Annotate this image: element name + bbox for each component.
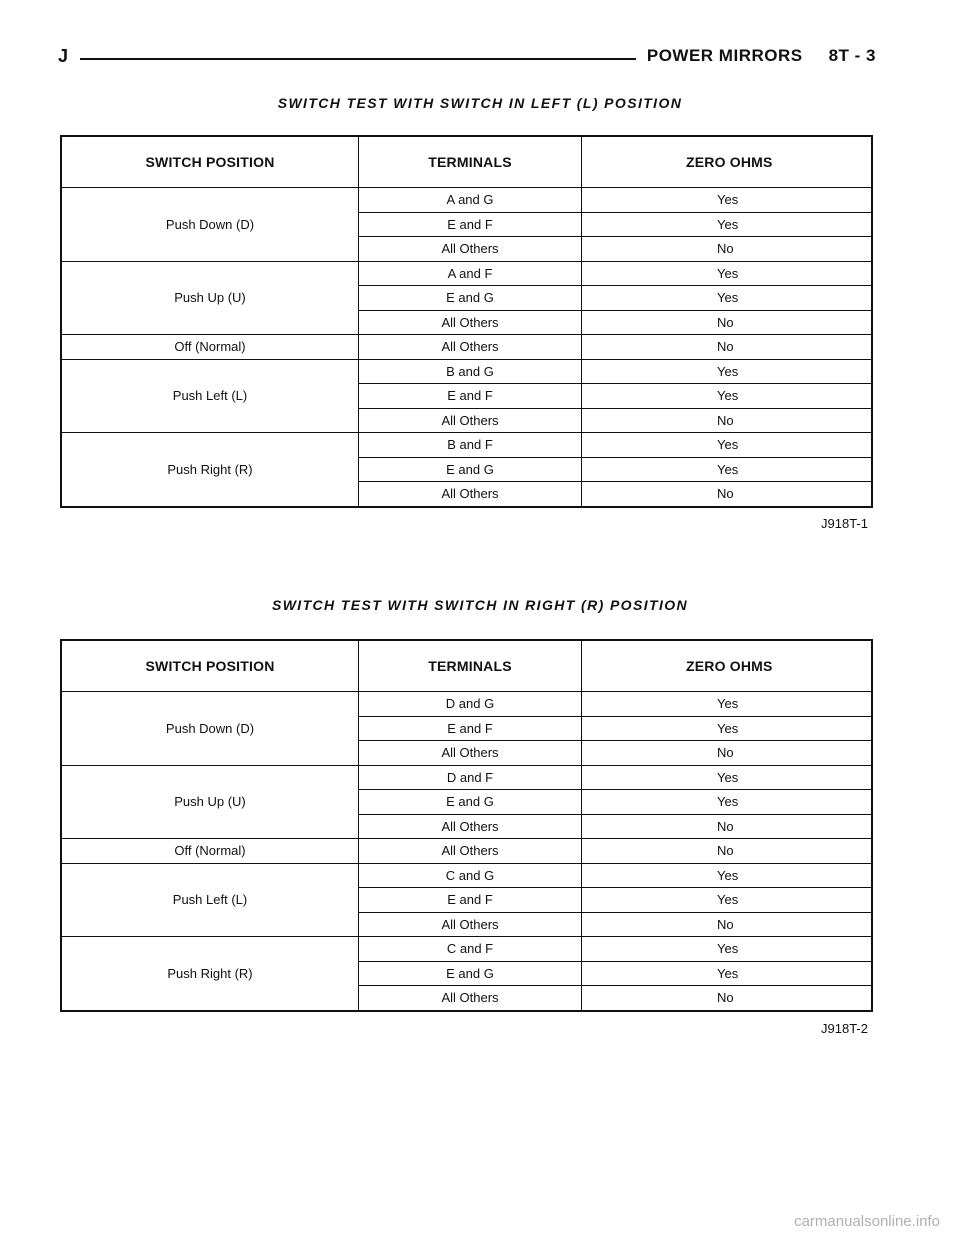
terminals-cell: D and G xyxy=(359,692,582,717)
table-row xyxy=(61,765,872,790)
zero-ohms-cell: No xyxy=(582,814,873,839)
column-header: SWITCH POSITION xyxy=(61,640,359,692)
zero-ohms-cell: Yes xyxy=(582,433,873,458)
table-title-right: SWITCH TEST WITH SWITCH IN RIGHT (R) POSITION xyxy=(271,597,689,613)
zero-ohms-cell: No xyxy=(582,310,873,335)
zero-ohms-cell: No xyxy=(582,741,873,766)
switch-position-cell: Push Up (U) xyxy=(61,765,359,839)
terminals-cell: All Others xyxy=(359,814,582,839)
zero-ohms-cell: Yes xyxy=(582,937,873,962)
zero-ohms-cell: No xyxy=(582,839,873,864)
terminals-cell: B and G xyxy=(359,359,582,384)
zero-ohms-cell: Yes xyxy=(582,286,873,311)
table-row xyxy=(61,863,872,888)
watermark: carmanualsonline.info xyxy=(794,1213,940,1230)
header-row xyxy=(61,640,872,692)
terminals-cell: A and G xyxy=(359,188,582,213)
zero-ohms-cell: No xyxy=(582,408,873,433)
zero-ohms-cell: No xyxy=(582,335,873,360)
zero-ohms-cell: Yes xyxy=(582,863,873,888)
terminals-cell: E and F xyxy=(359,888,582,913)
header-row xyxy=(61,136,872,188)
terminals-cell: E and G xyxy=(359,457,582,482)
zero-ohms-cell: Yes xyxy=(582,888,873,913)
column-header: SWITCH POSITION xyxy=(61,136,359,188)
switch-position-cell: Push Left (L) xyxy=(61,863,359,937)
header-rule xyxy=(80,58,636,60)
column-header: TERMINALS xyxy=(359,640,582,692)
header-letter: J xyxy=(58,46,69,66)
column-header: ZERO OHMS xyxy=(582,640,873,692)
terminals-cell: All Others xyxy=(359,310,582,335)
terminals-cell: E and G xyxy=(359,286,582,311)
column-header: ZERO OHMS xyxy=(582,136,873,188)
terminals-cell: D and F xyxy=(359,765,582,790)
zero-ohms-cell: Yes xyxy=(582,457,873,482)
table-row xyxy=(61,359,872,384)
header-right xyxy=(647,46,876,66)
zero-ohms-cell: Yes xyxy=(582,212,873,237)
zero-ohms-cell: No xyxy=(582,912,873,937)
table-row xyxy=(61,261,872,286)
figure-id-right: J918T-2 xyxy=(821,1021,868,1036)
terminals-cell: E and F xyxy=(359,212,582,237)
zero-ohms-cell: Yes xyxy=(582,765,873,790)
terminals-cell: All Others xyxy=(359,408,582,433)
figure-id-left: J918T-1 xyxy=(821,516,868,531)
terminals-cell: All Others xyxy=(359,741,582,766)
terminals-cell: All Others xyxy=(359,839,582,864)
switch-position-cell: Push Down (D) xyxy=(61,692,359,766)
zero-ohms-cell: No xyxy=(582,237,873,262)
switch-test-table-right xyxy=(60,639,873,1012)
table-row xyxy=(61,335,872,360)
zero-ohms-cell: Yes xyxy=(582,790,873,815)
table-title-left: SWITCH TEST WITH SWITCH IN LEFT (L) POSITION xyxy=(277,95,683,111)
table-row xyxy=(61,839,872,864)
terminals-cell: All Others xyxy=(359,912,582,937)
terminals-cell: E and F xyxy=(359,384,582,409)
table-row xyxy=(61,188,872,213)
terminals-cell: All Others xyxy=(359,237,582,262)
table-row xyxy=(61,433,872,458)
column-header: TERMINALS xyxy=(359,136,582,188)
terminals-cell: All Others xyxy=(359,986,582,1011)
terminals-cell: C and G xyxy=(359,863,582,888)
switch-position-cell: Push Right (R) xyxy=(61,433,359,507)
section-title: POWER MIRRORS xyxy=(646,46,803,65)
switch-position-cell: Push Down (D) xyxy=(61,188,359,262)
terminals-cell: E and G xyxy=(359,961,582,986)
terminals-cell: C and F xyxy=(359,937,582,962)
switch-position-cell: Push Left (L) xyxy=(61,359,359,433)
zero-ohms-cell: Yes xyxy=(582,961,873,986)
page-header xyxy=(58,46,876,72)
zero-ohms-cell: Yes xyxy=(582,716,873,741)
terminals-cell: E and F xyxy=(359,716,582,741)
terminals-cell: B and F xyxy=(359,433,582,458)
switch-test-table-left xyxy=(60,135,873,508)
table-row xyxy=(61,937,872,962)
switch-position-cell: Push Up (U) xyxy=(61,261,359,335)
switch-position-cell: Off (Normal) xyxy=(61,335,359,360)
zero-ohms-cell: Yes xyxy=(582,188,873,213)
zero-ohms-cell: Yes xyxy=(582,359,873,384)
zero-ohms-cell: No xyxy=(582,482,873,507)
page-number: 8T - 3 xyxy=(828,46,876,65)
zero-ohms-cell: Yes xyxy=(582,384,873,409)
switch-position-cell: Off (Normal) xyxy=(61,839,359,864)
terminals-cell: A and F xyxy=(359,261,582,286)
terminals-cell: All Others xyxy=(359,335,582,360)
terminals-cell: All Others xyxy=(359,482,582,507)
terminals-cell: E and G xyxy=(359,790,582,815)
switch-position-cell: Push Right (R) xyxy=(61,937,359,1011)
zero-ohms-cell: Yes xyxy=(582,261,873,286)
zero-ohms-cell: No xyxy=(582,986,873,1011)
zero-ohms-cell: Yes xyxy=(582,692,873,717)
table-row xyxy=(61,692,872,717)
